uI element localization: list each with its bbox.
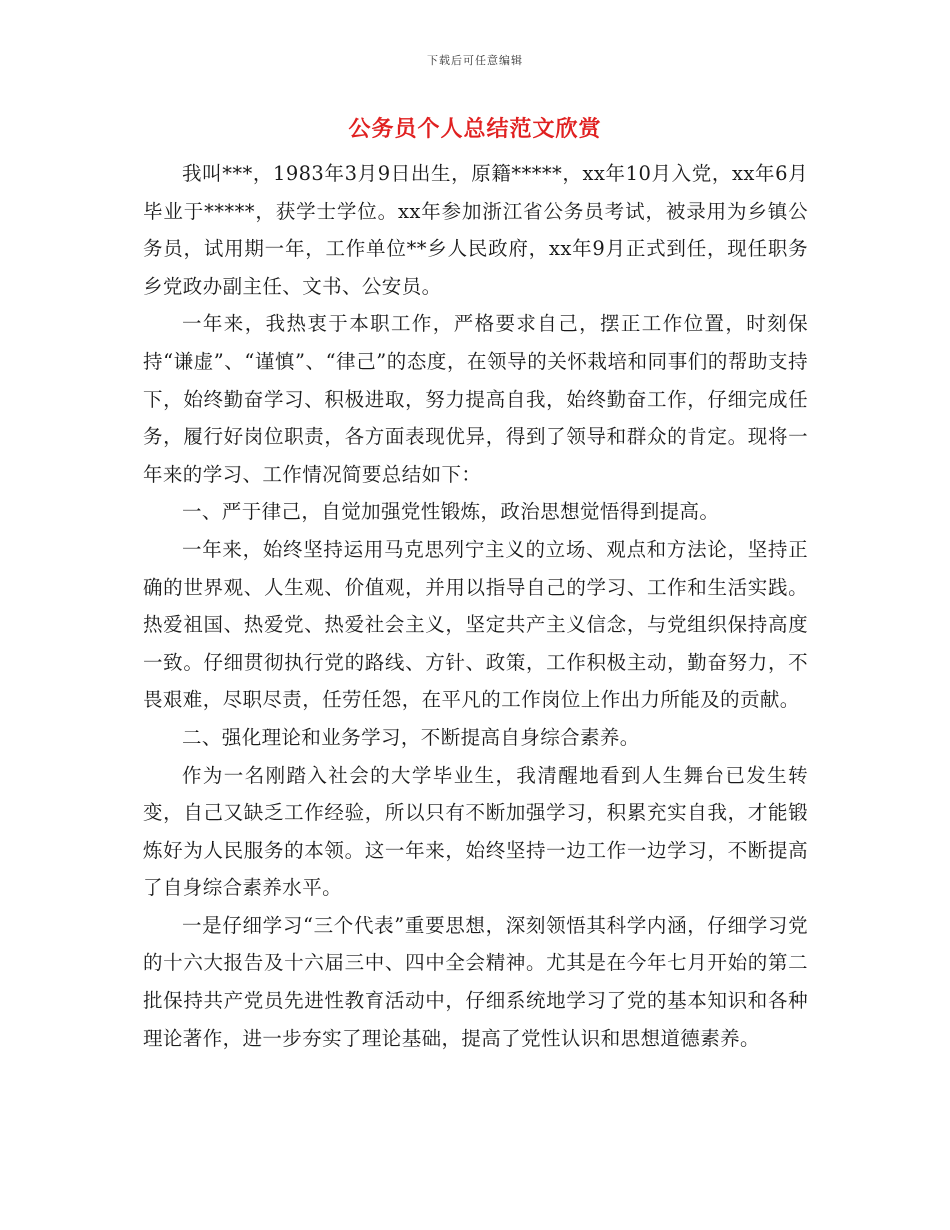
section-heading-2: 二、强化理论和业务学习，不断提高自身综合素养。 bbox=[182, 725, 640, 749]
document-body bbox=[143, 155, 808, 1057]
paragraph-section-2: 作为一名刚踏入社会的大学毕业生，我清醒地看到人生舞台已发生转变，自己又缺乏工作经验，所以只有不断加强学习，积累充实自我，才能锻炼好为人民服务的本领。这一年来，始终坚持一边工作一边学习，不断提高了自身综合素养水平。 bbox=[143, 763, 808, 900]
paragraph-personal-info: 我叫***，1983年3月9日出生，原籍*****，xx年10月入党，xx年6月毕业于*****，获学士学位。xx年参加浙江省公务员考试，被录用为乡镇公务员，试用期一年，工作单位**乡人民政府，xx年9月正式到任，现任职务乡党政办副主任、文书、公安员。 bbox=[143, 162, 808, 298]
document-title: 公务员个人总结范文欣赏 bbox=[348, 116, 602, 142]
paragraph-overview: 一年来，我热衷于本职工作，严格要求自己，摆正工作位置，时刻保持“谦虚”、“谨慎”、“律己”的态度，在领导的关怀栽培和同事们的帮助支持下，始终勤奋学习、积极进取，努力提高自我，始终勤奋工作，仔细完成任务，履行好岗位职责，各方面表现优异，得到了领导和群众的肯定。现将一年来的学习、工作情况简要总结如下： bbox=[143, 312, 808, 486]
section-heading-1: 一、严于律己，自觉加强党性锻炼，政治思想觉悟得到提高。 bbox=[182, 500, 720, 524]
page-header-note: 下载后可任意编辑 bbox=[427, 54, 523, 67]
paragraph-section-2-point-1: 一是仔细学习“三个代表”重要思想，深刻领悟其科学内涵，仔细学习党的十六大报告及十六届三中、四中全会精神。尤其是在今年七月开始的第二批保持共产党员先进性教育活动中，仔细系统地学习了党的基本知识和各种理论著作，进一步夯实了理论基础，提高了党性认识和思想道德素养。 bbox=[143, 913, 808, 1050]
paragraph-section-1: 一年来，始终坚持运用马克思列宁主义的立场、观点和方法论，坚持正确的世界观、人生观、价值观，并用以指导自己的学习、工作和生活实践。热爱祖国、热爱党、热爱社会主义，坚定共产主义信念，与党组织保持高度一致。仔细贯彻执行党的路线、方针、政策，工作积极主动，勤奋努力，不畏艰难，尽职尽责，任劳任怨，在平凡的工作岗位上作出力所能及的贡献。 bbox=[143, 537, 808, 712]
